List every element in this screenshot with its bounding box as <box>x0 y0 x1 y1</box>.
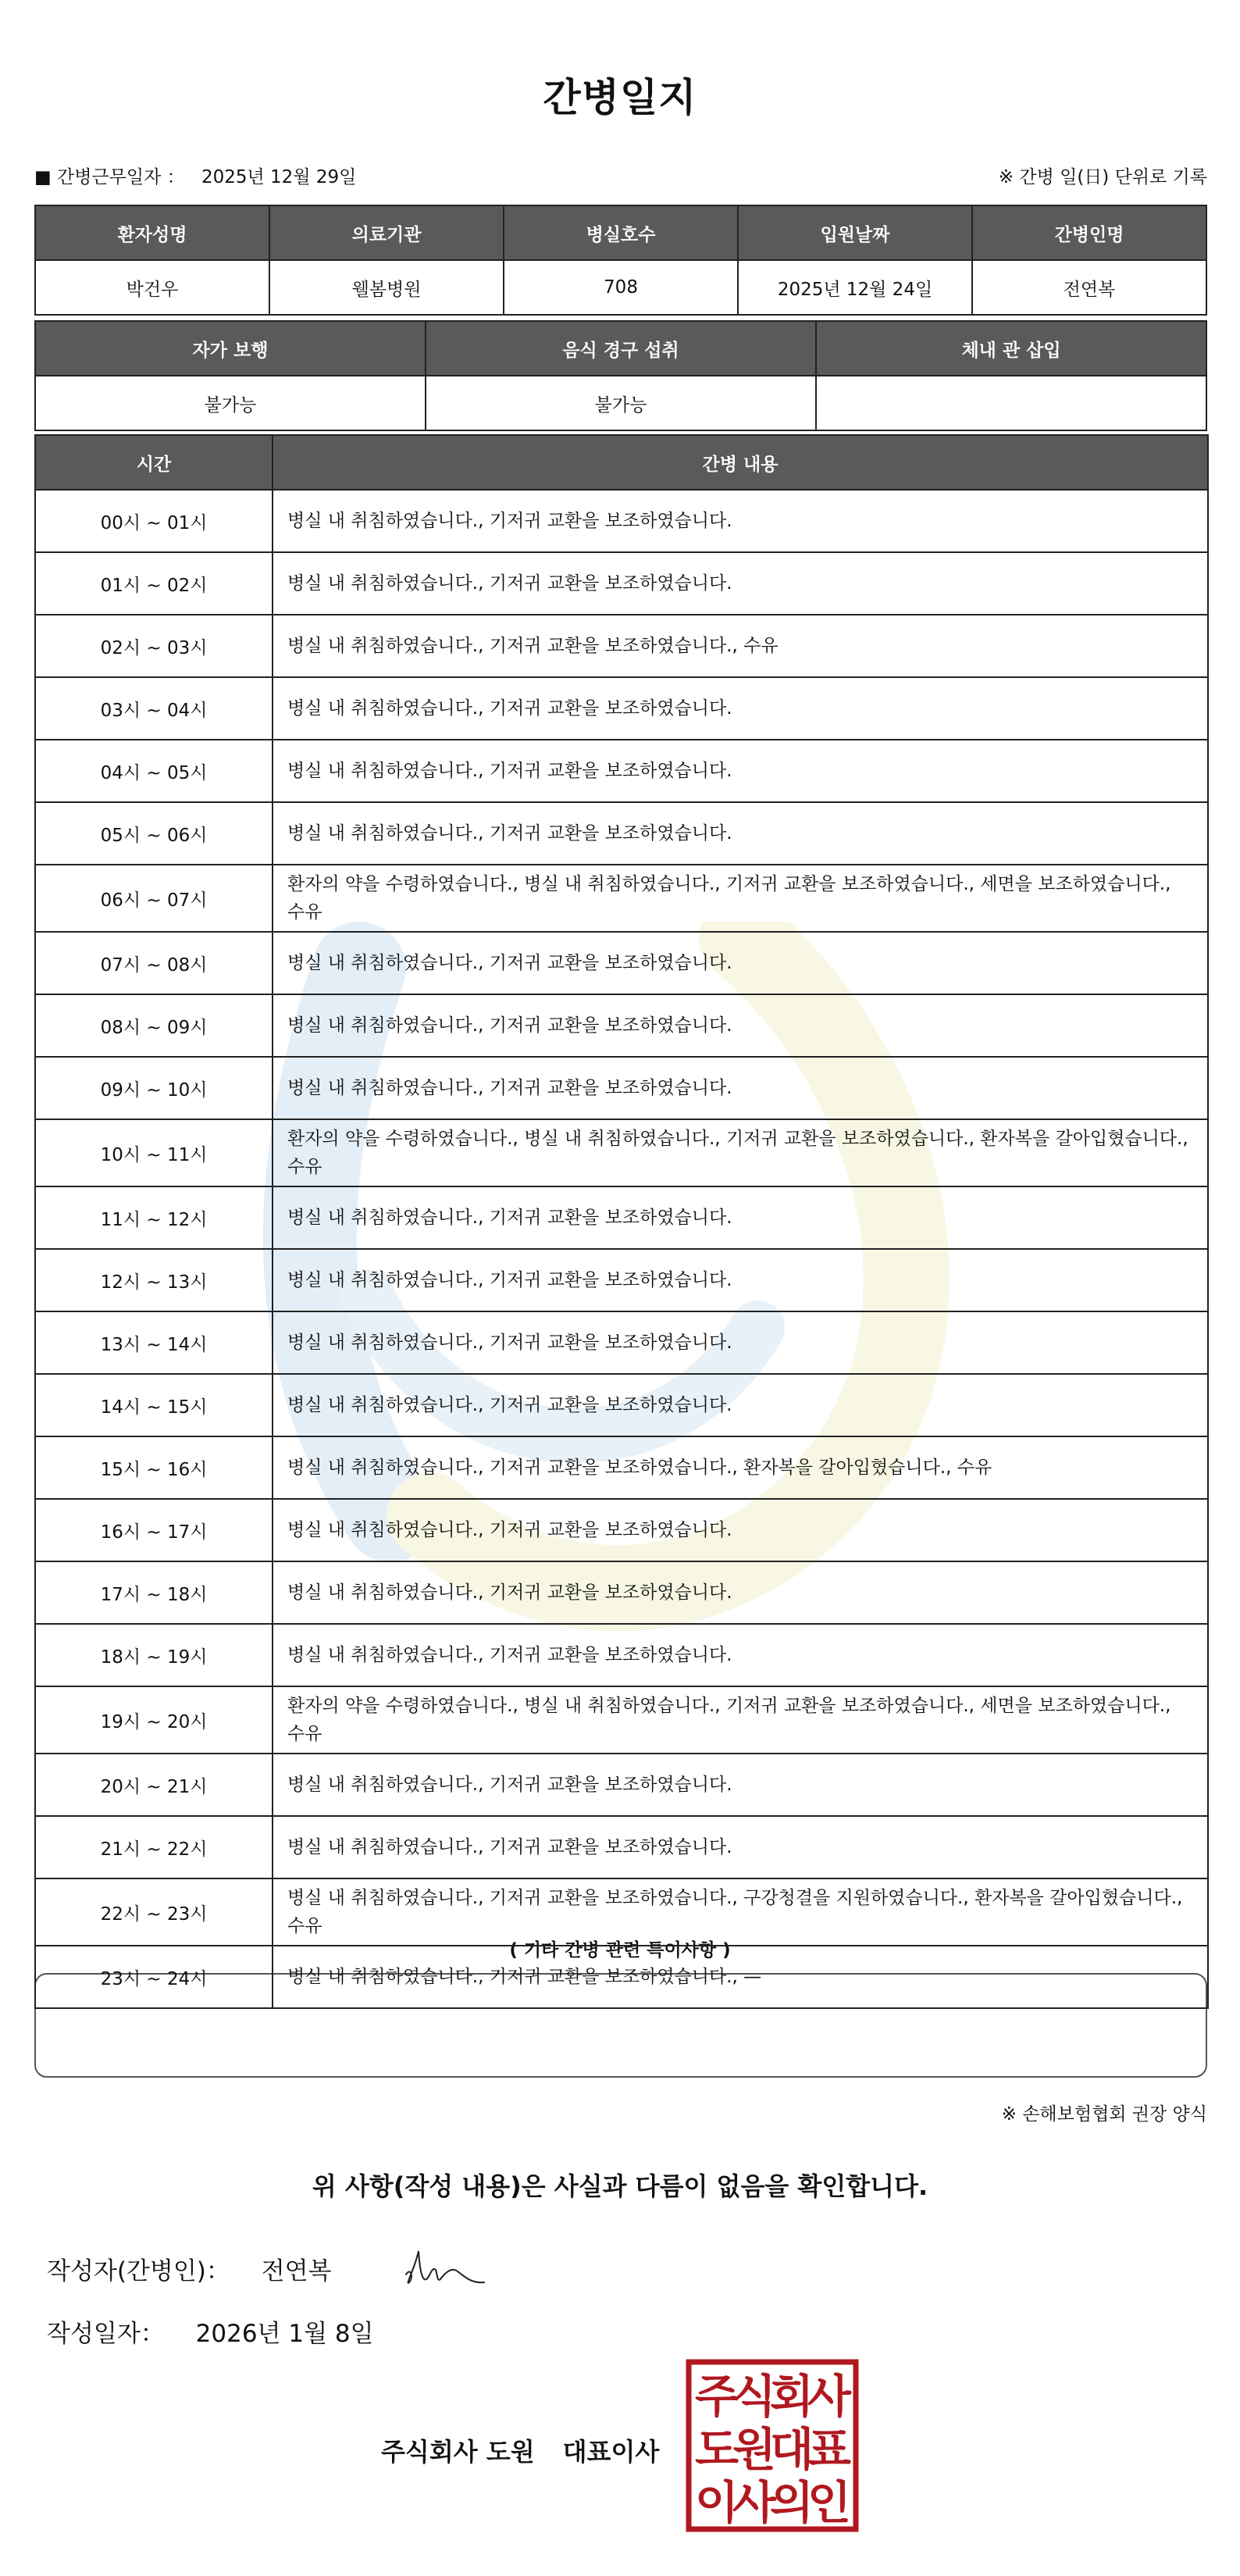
writer-name: 전연복 <box>261 2257 332 2285</box>
log-time: 00시 ~ 01시 <box>35 490 273 552</box>
patient-name: 박건우 <box>35 260 269 315</box>
svg-text:대: 대 <box>769 2423 814 2476</box>
log-time: 12시 ~ 13시 <box>35 1249 273 1311</box>
remarks-title: ( 기타 간병 관련 특이사항 ) <box>509 1940 731 1961</box>
log-content: 병실 내 취침하였습니다., 기저귀 교환을 보조하였습니다. <box>273 1249 1208 1311</box>
writer-line <box>47 2251 332 2286</box>
document-title: 간병일지 <box>543 75 697 120</box>
duty-date <box>34 162 356 188</box>
log-row <box>35 552 1208 615</box>
handwritten-signature <box>400 2243 494 2298</box>
log-time: 08시 ~ 09시 <box>35 994 273 1057</box>
header-oral-intake: 음식 경구 섭취 <box>426 321 816 376</box>
patient-status-header-row <box>35 321 1206 376</box>
log-header-row <box>35 435 1208 490</box>
duty-date-label: ■ 간병근무일자 ： <box>34 167 185 187</box>
company-seal-stamp <box>686 2359 859 2532</box>
svg-text:사: 사 <box>807 2370 852 2423</box>
write-date-line <box>47 2314 374 2349</box>
log-time: 07시 ~ 08시 <box>35 932 273 994</box>
log-row <box>35 1754 1208 1816</box>
log-row <box>35 1374 1208 1436</box>
log-row <box>35 1816 1208 1878</box>
header-care-content: 간병 내용 <box>273 435 1208 490</box>
log-time: 18시 ~ 19시 <box>35 1624 273 1686</box>
log-time: 21시 ~ 22시 <box>35 1816 273 1878</box>
write-date-value: 2026년 1월 8일 <box>195 2320 374 2348</box>
log-row <box>35 865 1208 932</box>
log-row <box>35 615 1208 677</box>
record-unit-note: ※ 간병 일(日) 단위로 기록 <box>998 167 1207 187</box>
log-row <box>35 490 1208 552</box>
admission-date: 2025년 12월 24일 <box>738 260 972 315</box>
header-room: 병실호수 <box>504 205 738 260</box>
log-content: 병실 내 취침하였습니다., 기저귀 교환을 보조하였습니다. <box>273 932 1208 994</box>
svg-text:회: 회 <box>769 2370 814 2423</box>
log-time: 10시 ~ 11시 <box>35 1119 273 1186</box>
svg-text:이: 이 <box>694 2476 739 2529</box>
log-content: 병실 내 취침하였습니다., 기저귀 교환을 보조하였습니다. <box>273 552 1208 615</box>
log-content: 병실 내 취침하였습니다., 기저귀 교환을 보조하였습니다. <box>273 1057 1208 1119</box>
svg-text:의: 의 <box>769 2476 814 2529</box>
patient-info-table <box>34 205 1207 316</box>
patient-info-header-row <box>35 205 1206 260</box>
confirmation-statement: 위 사항(작성 내용)은 사실과 다름이 없음을 확인합니다. <box>312 2171 928 2201</box>
patient-info-value-row <box>35 260 1206 315</box>
log-time: 05시 ~ 06시 <box>35 802 273 865</box>
log-content: 병실 내 취침하였습니다., 기저귀 교환을 보조하였습니다. <box>273 1186 1208 1249</box>
log-row <box>35 1499 1208 1561</box>
log-content: 병실 내 취침하였습니다., 기저귀 교환을 보조하였습니다. <box>273 740 1208 802</box>
company-title: 대표이사 <box>562 2437 660 2467</box>
hospital-name: 웰봄병원 <box>269 260 504 315</box>
company-name: 주식회사 도원 <box>381 2437 535 2467</box>
patient-status-value-row <box>35 376 1206 430</box>
duty-date-value: 2025년 12월 29일 <box>201 167 357 187</box>
log-content: 병실 내 취침하였습니다., 기저귀 교환을 보조하였습니다., — <box>273 1946 1208 2008</box>
log-content: 병실 내 취침하였습니다., 기저귀 교환을 보조하였습니다. <box>273 677 1208 740</box>
log-row <box>35 1186 1208 1249</box>
svg-text:표: 표 <box>807 2423 852 2476</box>
log-content: 병실 내 취침하였습니다., 기저귀 교환을 보조하였습니다. <box>273 1561 1208 1624</box>
header-time: 시간 <box>35 435 273 490</box>
log-content: 병실 내 취침하였습니다., 기저귀 교환을 보조하였습니다., 환자복을 갈아입혔습니다., 수유 <box>273 1436 1208 1499</box>
header-tube-insertion: 체내 관 삽입 <box>816 321 1206 376</box>
room-number: 708 <box>504 260 738 315</box>
svg-text:주: 주 <box>694 2370 739 2423</box>
svg-text:도: 도 <box>694 2423 739 2476</box>
log-content: 병실 내 취침하였습니다., 기저귀 교환을 보조하였습니다., 구강청결을 지원하였습니다., 환자복을 갈아입혔습니다., 수유 <box>273 1878 1208 1946</box>
log-time: 09시 ~ 10시 <box>35 1057 273 1119</box>
log-row <box>35 1561 1208 1624</box>
log-content: 병실 내 취침하였습니다., 기저귀 교환을 보조하였습니다. <box>273 994 1208 1057</box>
writer-label: 작성자(간병인)： <box>47 2257 230 2285</box>
caregiver-name: 전연복 <box>972 260 1206 315</box>
oral-intake-value: 불가능 <box>426 376 816 430</box>
log-row <box>35 1311 1208 1374</box>
hourly-care-log-table <box>34 434 1209 2009</box>
header-caregiver: 간병인명 <box>972 205 1206 260</box>
log-row <box>35 1436 1208 1499</box>
svg-text:식: 식 <box>732 2370 777 2423</box>
log-time: 01시 ~ 02시 <box>35 552 273 615</box>
log-content: 병실 내 취침하였습니다., 기저귀 교환을 보조하였습니다. <box>273 1754 1208 1816</box>
log-row <box>35 1878 1208 1946</box>
log-time: 22시 ~ 23시 <box>35 1878 273 1946</box>
log-row <box>35 740 1208 802</box>
log-row <box>35 1119 1208 1186</box>
log-time: 23시 ~ 24시 <box>35 1946 273 2008</box>
log-row <box>35 932 1208 994</box>
header-self-walking: 자가 보행 <box>35 321 426 376</box>
tube-insertion-value <box>816 376 1206 430</box>
header-admission-date: 입원날짜 <box>738 205 972 260</box>
log-content: 병실 내 취침하였습니다., 기저귀 교환을 보조하였습니다. <box>273 1374 1208 1436</box>
log-content: 병실 내 취침하였습니다., 기저귀 교환을 보조하였습니다. <box>273 490 1208 552</box>
svg-text:인: 인 <box>807 2476 852 2529</box>
log-content: 병실 내 취침하였습니다., 기저귀 교환을 보조하였습니다. <box>273 1311 1208 1374</box>
log-row <box>35 1624 1208 1686</box>
log-time: 03시 ~ 04시 <box>35 677 273 740</box>
log-time: 04시 ~ 05시 <box>35 740 273 802</box>
log-time: 14시 ~ 15시 <box>35 1374 273 1436</box>
log-row <box>35 677 1208 740</box>
self-walking-value: 불가능 <box>35 376 426 430</box>
log-row <box>35 994 1208 1057</box>
log-time: 13시 ~ 14시 <box>35 1311 273 1374</box>
company-signature-line <box>381 2432 659 2468</box>
log-content: 병실 내 취침하였습니다., 기저귀 교환을 보조하였습니다. <box>273 1624 1208 1686</box>
log-row <box>35 802 1208 865</box>
log-content: 병실 내 취침하였습니다., 기저귀 교환을 보조하였습니다., 수유 <box>273 615 1208 677</box>
recommended-form-note: ※ 손해보험협회 권장 양식 <box>1001 2104 1207 2125</box>
write-date-label: 작성일자： <box>47 2320 165 2348</box>
log-time: 17시 ~ 18시 <box>35 1561 273 1624</box>
log-content: 병실 내 취침하였습니다., 기저귀 교환을 보조하였습니다. <box>273 1816 1208 1878</box>
patient-status-table <box>34 320 1207 431</box>
log-content: 환자의 약을 수령하였습니다., 병실 내 취침하였습니다., 기저귀 교환을 보조하였습니다., 환자복을 갈아입혔습니다., 수유 <box>273 1119 1208 1186</box>
log-row <box>35 1249 1208 1311</box>
log-time: 06시 ~ 07시 <box>35 865 273 932</box>
svg-text:사: 사 <box>732 2476 777 2529</box>
log-row <box>35 1946 1208 2008</box>
header-patient-name: 환자성명 <box>35 205 269 260</box>
log-time: 20시 ~ 21시 <box>35 1754 273 1816</box>
log-content: 환자의 약을 수령하였습니다., 병실 내 취침하였습니다., 기저귀 교환을 보조하였습니다., 세면을 보조하였습니다., 수유 <box>273 1686 1208 1754</box>
log-row <box>35 1686 1208 1754</box>
svg-text:원: 원 <box>732 2423 777 2476</box>
log-content: 환자의 약을 수령하였습니다., 병실 내 취침하였습니다., 기저귀 교환을 보조하였습니다., 세면을 보조하였습니다., 수유 <box>273 865 1208 932</box>
log-content: 병실 내 취침하였습니다., 기저귀 교환을 보조하였습니다. <box>273 1499 1208 1561</box>
log-time: 11시 ~ 12시 <box>35 1186 273 1249</box>
header-hospital: 의료기관 <box>269 205 504 260</box>
log-row <box>35 1057 1208 1119</box>
log-content: 병실 내 취침하였습니다., 기저귀 교환을 보조하였습니다. <box>273 802 1208 865</box>
log-time: 15시 ~ 16시 <box>35 1436 273 1499</box>
log-time: 19시 ~ 20시 <box>35 1686 273 1754</box>
log-time: 16시 ~ 17시 <box>35 1499 273 1561</box>
meta-row <box>34 162 1207 188</box>
log-time: 02시 ~ 03시 <box>35 615 273 677</box>
